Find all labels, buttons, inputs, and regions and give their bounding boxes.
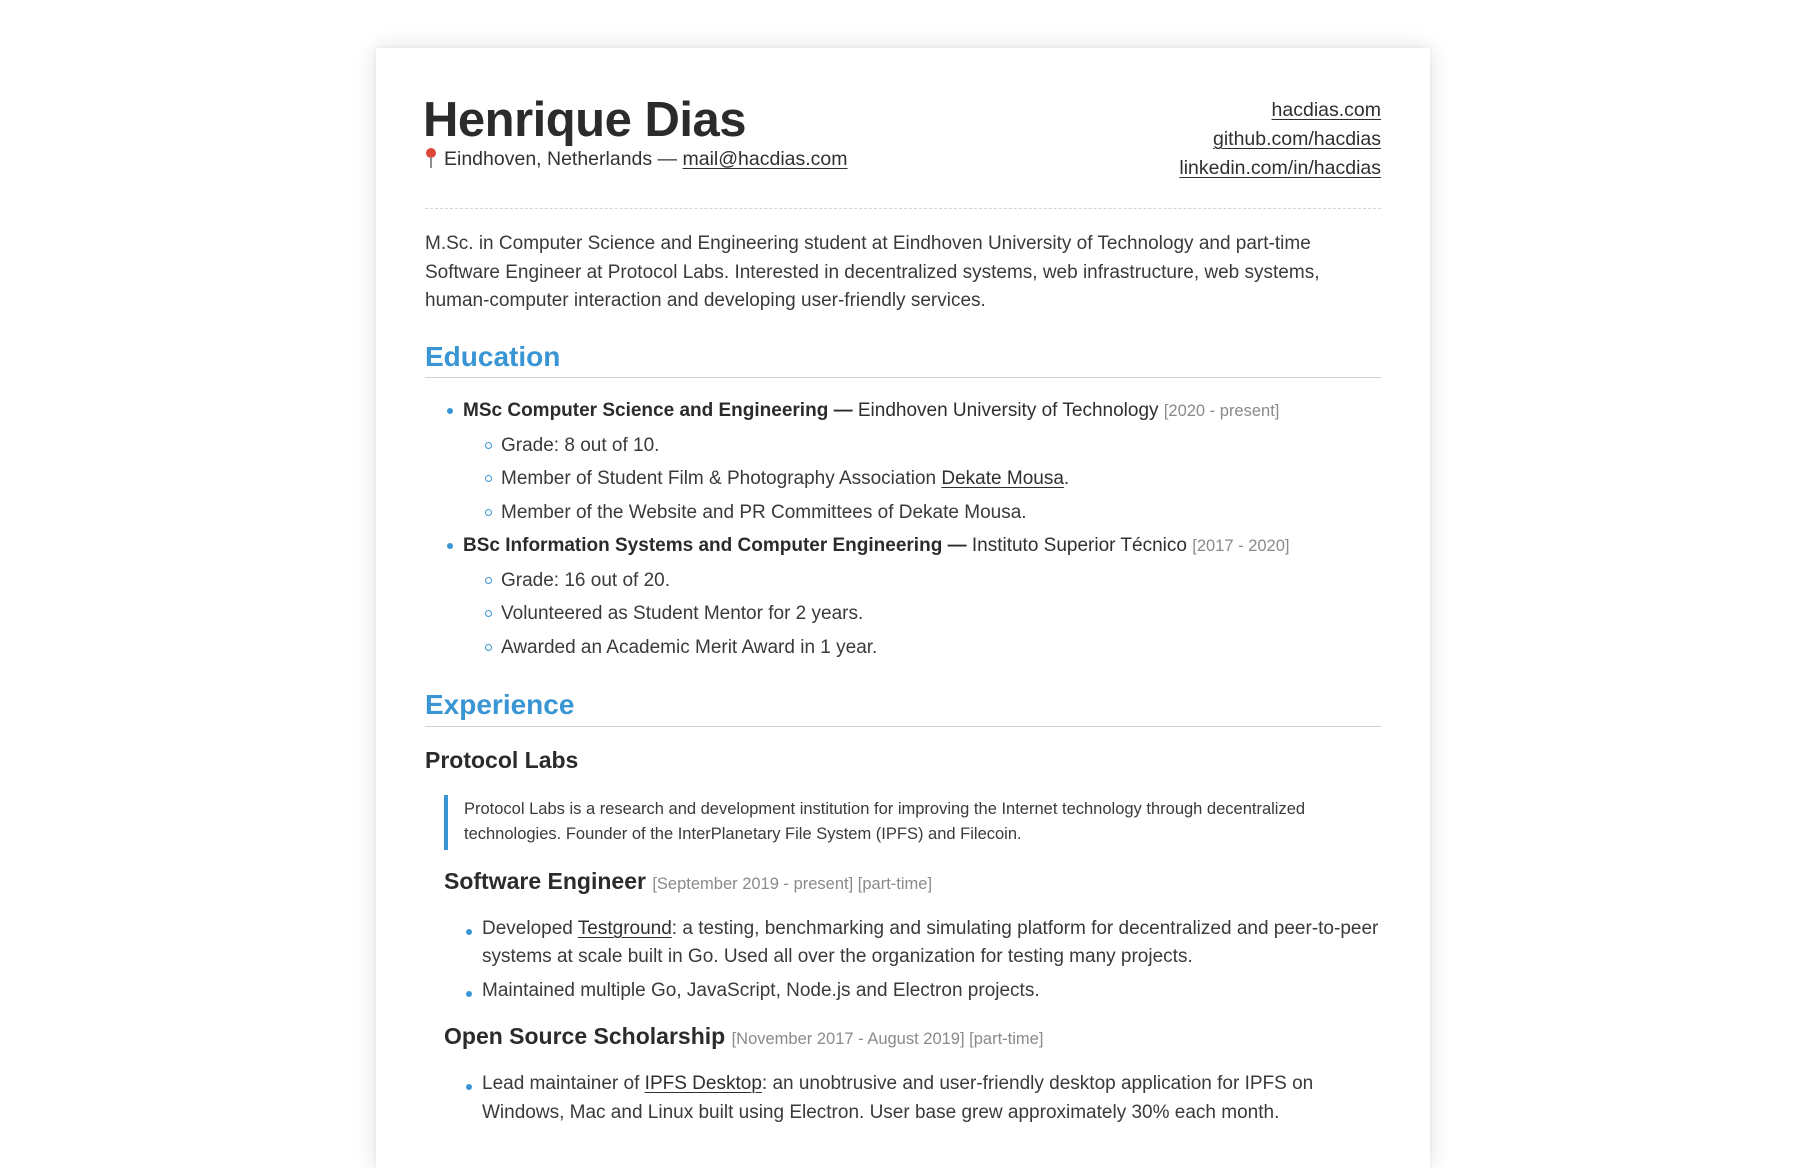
role-bullet bbox=[482, 1070, 1381, 1127]
experience-heading: Experience bbox=[425, 688, 1381, 727]
education-detail: Member of the Website and PR Committees of Dekate Mousa. bbox=[501, 496, 1381, 530]
degree-title: MSc Computer Science and Engineering — bbox=[463, 400, 853, 422]
education-dates: [2017 - 2020] bbox=[1192, 537, 1290, 556]
education-dates: [2020 - present] bbox=[1163, 402, 1280, 421]
role-bullet bbox=[482, 915, 1381, 972]
role-dates: [September 2019 - present] [part-time] bbox=[652, 874, 933, 893]
role-heading bbox=[444, 1023, 1381, 1050]
education-details bbox=[463, 429, 1381, 530]
detail-text: Member of Student Film & Photography Association bbox=[501, 468, 937, 490]
role-title: Open Source Scholarship bbox=[444, 1023, 726, 1050]
resume-header bbox=[423, 93, 1381, 209]
resume-content bbox=[423, 93, 1381, 1132]
education-detail: Awarded an Academic Merit Award in 1 year. bbox=[501, 631, 1381, 665]
role-dates: [November 2017 - August 2019] [part-time] bbox=[731, 1030, 1044, 1049]
bullet-text-end: : an unobtrusive and user-friendly desktop application for IPFS on Windows, Mac and Linux built using Electron. User base grew approximately 30% each month. bbox=[482, 1073, 1314, 1123]
location-line bbox=[425, 148, 848, 171]
person-name: Henrique Dias bbox=[423, 93, 746, 147]
bullet-text-end: : a testing, benchmarking and simulating platform for decentralized and peer-to-peer systems at scale built in Go. Used all over the organization for testing many projects. bbox=[482, 917, 1379, 968]
role-heading bbox=[444, 868, 1381, 895]
testground-link[interactable]: Testground bbox=[577, 917, 672, 939]
school-name: Instituto Superior Técnico bbox=[971, 535, 1187, 557]
company-description: Protocol Labs is a research and development institution for improving the Internet technology through decentralized technologies. Founder of the InterPlanetary File System (IPFS) and Filecoin. bbox=[444, 795, 1381, 850]
school-name: Eindhoven University of Technology bbox=[857, 400, 1159, 422]
company-name: Protocol Labs bbox=[425, 746, 579, 773]
contact-links bbox=[1179, 96, 1381, 183]
resume-page bbox=[376, 48, 1430, 1168]
education-list bbox=[425, 394, 1381, 664]
education-details bbox=[463, 564, 1381, 665]
detail-text-end: . bbox=[1063, 468, 1070, 490]
education-detail: Grade: 8 out of 10. bbox=[501, 429, 1381, 463]
ipfs-desktop-link[interactable]: IPFS Desktop bbox=[644, 1073, 762, 1095]
education-detail bbox=[501, 462, 1381, 496]
bullet-text: Developed bbox=[482, 917, 573, 939]
location-pin-icon bbox=[425, 148, 437, 168]
role-title: Software Engineer bbox=[444, 867, 646, 894]
role-bullet: Maintained multiple Go, JavaScript, Node.js and Electron projects. bbox=[482, 977, 1381, 1006]
education-item bbox=[463, 529, 1381, 664]
summary-paragraph: M.Sc. in Computer Science and Engineering student at Eindhoven University of Technology and part-time Software Engineer at Protocol Labs. Interested in decentralized systems, web infrastructure, web systems, human-computer interaction and developing user-friendly services. bbox=[425, 233, 1320, 311]
bullet-text: Lead maintainer of bbox=[482, 1073, 640, 1095]
role-bullets bbox=[425, 915, 1381, 1006]
linkedin-link[interactable]: linkedin.com/in/hacdias bbox=[1179, 157, 1381, 179]
github-link[interactable]: github.com/hacdias bbox=[1212, 128, 1381, 150]
email-link[interactable]: mail@hacdias.com bbox=[682, 148, 848, 170]
dekate-mousa-link[interactable]: Dekate Mousa bbox=[941, 468, 1064, 490]
education-heading: Education bbox=[425, 340, 1381, 379]
education-detail: Grade: 16 out of 20. bbox=[501, 564, 1381, 598]
education-item bbox=[463, 394, 1381, 529]
website-link[interactable]: hacdias.com bbox=[1271, 99, 1381, 121]
role-bullets bbox=[425, 1070, 1381, 1127]
location-text: Eindhoven, Netherlands — bbox=[444, 148, 678, 170]
degree-title: BSc Information Systems and Computer Engineering — bbox=[463, 535, 967, 557]
education-detail: Volunteered as Student Mentor for 2 years. bbox=[501, 597, 1381, 631]
